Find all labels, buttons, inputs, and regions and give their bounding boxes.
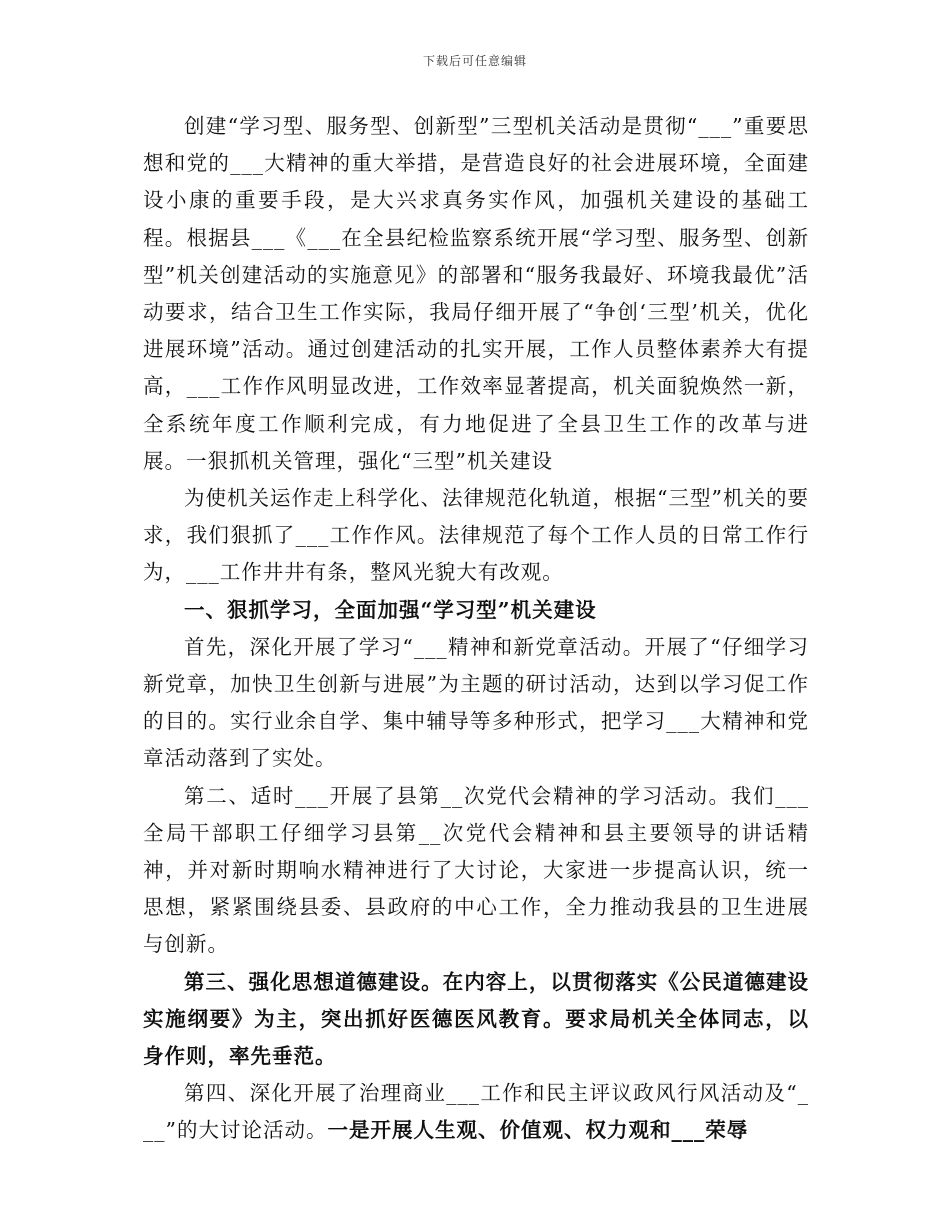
- paragraph-first: 首先，深化开展了学习“___精神和新党章活动。开展了“仔细学习新党章，加快卫生创新与进展”为主题的研讨活动，达到以学习促工作的目的。实行业余自学、集中辅导等多种形式，把学习___大精神和党章活动落到了实处。: [143, 634, 809, 771]
- paragraph-fourth: [143, 1075, 809, 1149]
- page-header: 下载后可任意编辑: [422, 54, 527, 68]
- paragraph-second: 第二、适时___开展了县第__次党代会精神的学习活动。我们___全局干部职工仔细学习县第__次党代会精神和县主要领导的讲话精神，并对新时期响水精神进行了大讨论，大家进一步提高认识，统一思想，紧紧围绕县委、县政府的中心工作，全力推动我县的卫生进展与创新。: [143, 783, 809, 957]
- paragraph-third: 第三、强化思想道德建设。在内容上，以贯彻落实《公民道德建设实施纲要》为主，突出抓好医德医风教育。要求局机关全体同志，以身作则，率先垂范。: [143, 969, 809, 1069]
- document-body: [143, 108, 809, 1150]
- paragraph-fourth-bold: 一是开展人生观、价值观、权力观和___荣辱: [327, 1118, 749, 1143]
- paragraph-intro: 创建“学习型、服务型、创新型”三型机关活动是贯彻“___”重要思想和党的___大精神的重大举措，是营造良好的社会进展环境，全面建设小康的重要手段，是大兴求真务实作风，加强机关建设的基础工程。根据县___《___在全县纪检监察系统开展“学习型、服务型、创新型”机关创建活动的实施意见》的部署和“服务我最好、环境我最优”活动要求，结合卫生工作实际，我局仔细开展了“争创‘三型’机关，优化进展环境”活动。通过创建活动的扎实开展，工作人员整体素养大有提高，___工作作风明显改进，工作效率显著提高，机关面貌焕然一新，全系统年度工作顺利完成，有力地促进了全县卫生工作的改革与进展。一狠抓机关管理，强化“三型”机关建设: [143, 114, 809, 473]
- paragraph-fourth-normal: 第四、深化开展了治理商业___工作和民主评议政风行风活动及“___”的大讨论活动。: [143, 1081, 809, 1143]
- paragraph-management: 为使机关运作走上科学化、法律规范化轨道，根据“三型”机关的要求，我们狠抓了___工作作风。法律规范了每个工作人员的日常工作行为，___工作井井有条，整风光貌大有改观。: [143, 486, 809, 585]
- section-heading-learning: 一、狠抓学习，全面加强“学习型”机关建设: [184, 597, 597, 622]
